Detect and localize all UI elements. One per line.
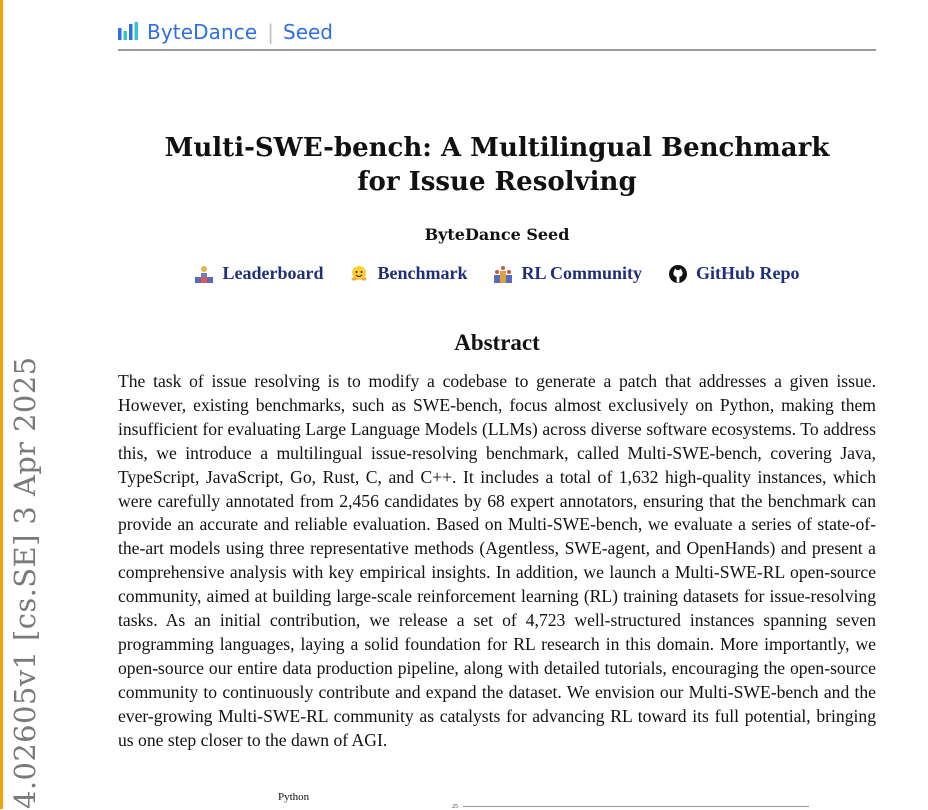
brand-product: Seed xyxy=(283,20,333,44)
rl-community-link[interactable] xyxy=(493,263,642,284)
github-repo-link-label: GitHub Repo xyxy=(695,263,800,283)
figure-legend-label: Python xyxy=(278,791,310,803)
trophy-podium-icon xyxy=(194,264,214,284)
brand-divider: | xyxy=(267,20,274,44)
paper-title xyxy=(118,131,876,199)
benchmark-link[interactable] xyxy=(349,263,467,284)
paper-author: ByteDance Seed xyxy=(424,225,570,244)
abstract-text: The task of issue resolving is to modify a codebase to generate a patch that addresses a given issue. However, existing benchmarks, such as SWE-bench, focus almost exclusively on Python, making them insufficient for evaluating Large Language Models (LLMs) across diverse software ecosystems. To address this, we introduce a multilingual issue-resolving benchmark, called Multi-SWE-bench, covering Java, TypeScript, JavaScript, Go, Rust, C, and C++. It includes a total of 1,632 high-quality instances, which were carefully annotated from 2,456 candidates by 68 expert annotators, ensuring that the benchmark can provide an accurate and reliable evaluation. Based on Multi-SWE-bench, we evaluate a series of state-of-the-art models using three representative methods (Agentless, SWE-agent, and OpenHands) and present a comprehensive analysis with key empirical insights. In addition, we launch a Multi-SWE-RL open-source community, aimed at building large-scale reinforcement learning (RL) training datasets for issue-resolving tasks. As an initial contribution, we release a set of 4,723 well-structured instances spanning seven programming languages, laying a solid foundation for RL research in this domain. More importantly, we open-source our entire data production pipeline, along with detailed tutorials, encouraging the open-source community to continuously contribute and expand the dataset. We envision our Multi-SWE-bench and the ever-growing Multi-SWE-RL community as catalysts for advancing RL toward its full potential, bringing us one step closer to the dawn of AGI. xyxy=(118,371,876,750)
github-icon xyxy=(668,264,688,284)
header-rule xyxy=(118,49,876,51)
paper-title-line-1: Multi-SWE-bench: A Multilingual Benchmark xyxy=(164,133,830,163)
page-header xyxy=(118,16,876,54)
brand-name: ByteDance xyxy=(147,20,258,44)
leaderboard-link-label: Leaderboard xyxy=(222,263,324,283)
arxiv-identifier: 4.02605v1 [cs.SE] 3 Apr 2025 xyxy=(8,356,42,809)
resource-links xyxy=(118,263,876,284)
paper-title-line-2: for Issue Resolving xyxy=(357,167,637,197)
abstract-heading: Abstract xyxy=(454,330,540,355)
people-podium-icon xyxy=(493,264,513,284)
figure-axis-tick: 25 xyxy=(452,804,458,810)
hugging-face-icon xyxy=(349,264,369,284)
rl-community-link-label: RL Community xyxy=(521,263,642,283)
figure-top-line xyxy=(463,806,809,807)
leaderboard-link[interactable] xyxy=(194,263,323,284)
page-edge-strip xyxy=(0,0,3,809)
benchmark-link-label: Benchmark xyxy=(377,263,468,283)
github-repo-link[interactable] xyxy=(668,263,800,284)
bytedance-seed-logo xyxy=(118,20,333,44)
bytedance-logo-icon xyxy=(118,22,140,42)
